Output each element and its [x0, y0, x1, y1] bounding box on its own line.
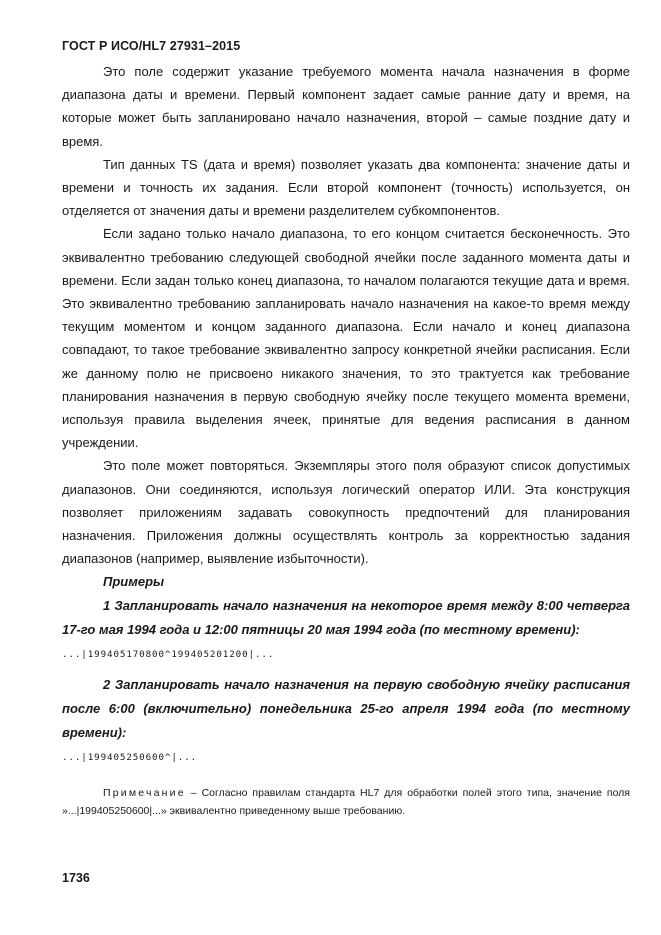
paragraph-range-rules: Если задано только начало диапазона, то его концом считается бесконечность. Это эквивалентно требованию следующей свободной ячейки после заданного момента даты и времени. Если задан только конец диапазона, то началом полагаются текущие дата и время. Это эквивалентно требованию запланировать начало назначения на какое-то время между текущим моментом и концом заданного диапазона. Если начало и конец диапазона совпадают, то такое требование эквивалентно запросу конкретной ячейки расписания. Если же данному полю не присвоено никакого значения, то это трактуется как требование планирования назначения в первую свободную ячейку после текущего момента времени, используя правила выделения ячеек, принятые для ведения расписания в данном учреждении.: [62, 226, 630, 451]
note-text: – Согласно правилам стандарта HL7 для обработки полей этого типа, значение поля »...|199405250600|...» эквивалентно приведенному выше требованию.: [62, 787, 630, 817]
example-1-code: ...|199405170800^199405201200|...: [62, 648, 275, 660]
paragraph-repetition: Это поле может повторяться. Экземпляры этого поля образуют список допустимых диапазонов. Они соединяются, используя логический оператор ИЛИ. Эта конструкция позволяет приложениям задавать совокупность предпочтений для планирования назначения. Приложения должны осуществлять контроль за корректностью задания диапазонов (например, выявление избыточности).: [62, 458, 630, 567]
example-2-code: ...|199405250600^|...: [62, 751, 198, 763]
standard-header: ГОСТ Р ИСО/HL7 27931–2015: [62, 39, 241, 53]
paragraph-ts-datatype: Тип данных TS (дата и время) позволяет указать два компонента: значение даты и времени и точность их задания. Если второй компонент (точность) используется, он отделяется от значения даты и времени разделителем субкомпонентов.: [62, 156, 630, 219]
note-label: Примечание: [103, 787, 186, 799]
page-number: 1736: [62, 871, 90, 885]
examples-heading: Примеры: [103, 574, 165, 590]
paragraph-requested-start: Это поле содержит указание требуемого момента начала назначения в форме диапазона даты и времени. Первый компонент задает самые ранние дату и время, на которые может быть запланировано начало назначения, второй – самые поздние дату и время.: [62, 64, 630, 149]
example-1-description: 1 Запланировать начало назначения на некоторое время между 8:00 четверга 17-го мая 1994 года и 12:00 пятницы 20 мая 1994 года (по местному времени):: [62, 597, 630, 637]
example-2-description: 2 Запланировать начало назначения на первую свободную ячейку расписания после 6:00 (включительно) понедельника 25-го апреля 1994 года (по местному времени):: [62, 676, 630, 740]
note: [62, 784, 630, 820]
body-text: [62, 60, 630, 771]
